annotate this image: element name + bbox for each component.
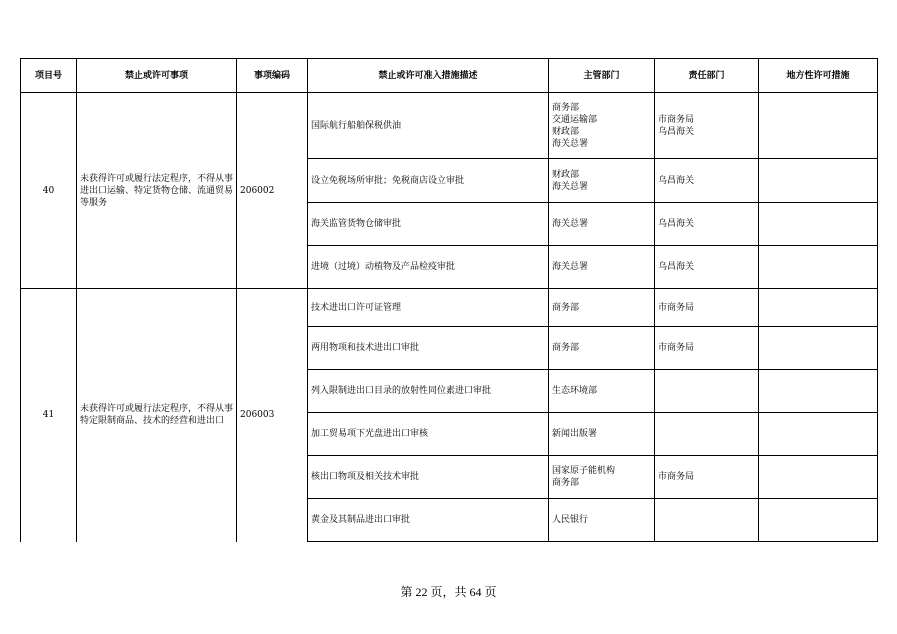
item-no: 41 xyxy=(21,289,77,542)
measure-resp: 市商务局 乌昌海关 xyxy=(655,93,759,159)
header-resp: 责任部门 xyxy=(655,59,759,93)
measure-desc: 国际航行船舶保税供油 xyxy=(308,93,549,159)
measure-dept: 生态环境部 xyxy=(549,370,655,413)
measure-local xyxy=(759,289,878,327)
header-local: 地方性许可措施 xyxy=(759,59,878,93)
measure-resp: 市商务局 xyxy=(655,289,759,327)
measure-resp: 乌昌海关 xyxy=(655,246,759,289)
header-measure: 禁止或许可准入措施描述 xyxy=(308,59,549,93)
measure-resp: 市商务局 xyxy=(655,327,759,370)
measure-dept: 国家原子能机构 商务部 xyxy=(549,456,655,499)
measure-desc: 黄金及其制品进出口审批 xyxy=(308,499,549,542)
item-no: 40 xyxy=(21,93,77,289)
measure-desc: 进境（过境）动植物及产品检疫审批 xyxy=(308,246,549,289)
header-matter: 禁止或许可事项 xyxy=(77,59,237,93)
header-item-no: 项目号 xyxy=(21,59,77,93)
measure-desc: 技术进出口许可证管理 xyxy=(308,289,549,327)
measure-dept: 海关总署 xyxy=(549,203,655,246)
measure-local xyxy=(759,499,878,542)
measure-desc: 设立免税场所审批；免税商店设立审批 xyxy=(308,159,549,203)
header-dept: 主管部门 xyxy=(549,59,655,93)
measure-local xyxy=(759,159,878,203)
table-row xyxy=(21,93,878,159)
page-number: 第 22 页，共 64 页 xyxy=(400,585,497,599)
measure-resp: 乌昌海关 xyxy=(655,159,759,203)
measure-dept: 财政部 海关总署 xyxy=(549,159,655,203)
header-code: 事项编码 xyxy=(237,59,308,93)
measure-dept: 新闻出版署 xyxy=(549,413,655,456)
item-matter: 未获得许可或履行法定程序，不得从事特定限制商品、技术的经营和进出口 xyxy=(77,289,237,542)
item-code: 206002 xyxy=(237,93,308,289)
measure-desc: 列入限制进出口目录的放射性同位素进口审批 xyxy=(308,370,549,413)
measure-dept: 人民银行 xyxy=(549,499,655,542)
measure-resp xyxy=(655,499,759,542)
measure-local xyxy=(759,203,878,246)
measure-desc: 两用物项和技术进出口审批 xyxy=(308,327,549,370)
measure-resp xyxy=(655,413,759,456)
item-code: 206003 xyxy=(237,289,308,542)
measure-local xyxy=(759,370,878,413)
measure-resp: 乌昌海关 xyxy=(655,203,759,246)
measure-dept: 海关总署 xyxy=(549,246,655,289)
measure-local xyxy=(759,456,878,499)
measure-local xyxy=(759,413,878,456)
permit-table xyxy=(20,58,878,542)
measure-resp xyxy=(655,370,759,413)
measure-dept: 商务部 xyxy=(549,327,655,370)
header-row xyxy=(21,59,878,93)
measure-desc: 海关监管货物仓储审批 xyxy=(308,203,549,246)
measure-local xyxy=(759,246,878,289)
measure-desc: 核出口物项及相关技术审批 xyxy=(308,456,549,499)
measure-desc: 加工贸易项下光盘进出口审核 xyxy=(308,413,549,456)
measure-dept: 商务部 xyxy=(549,289,655,327)
measure-local xyxy=(759,327,878,370)
item-matter: 未获得许可或履行法定程序，不得从事进出口运输、特定货物仓储、流通贸易等服务 xyxy=(77,93,237,289)
measure-dept: 商务部 交通运输部 财政部 海关总署 xyxy=(549,93,655,159)
table-row xyxy=(21,289,878,327)
measure-resp: 市商务局 xyxy=(655,456,759,499)
measure-local xyxy=(759,93,878,159)
